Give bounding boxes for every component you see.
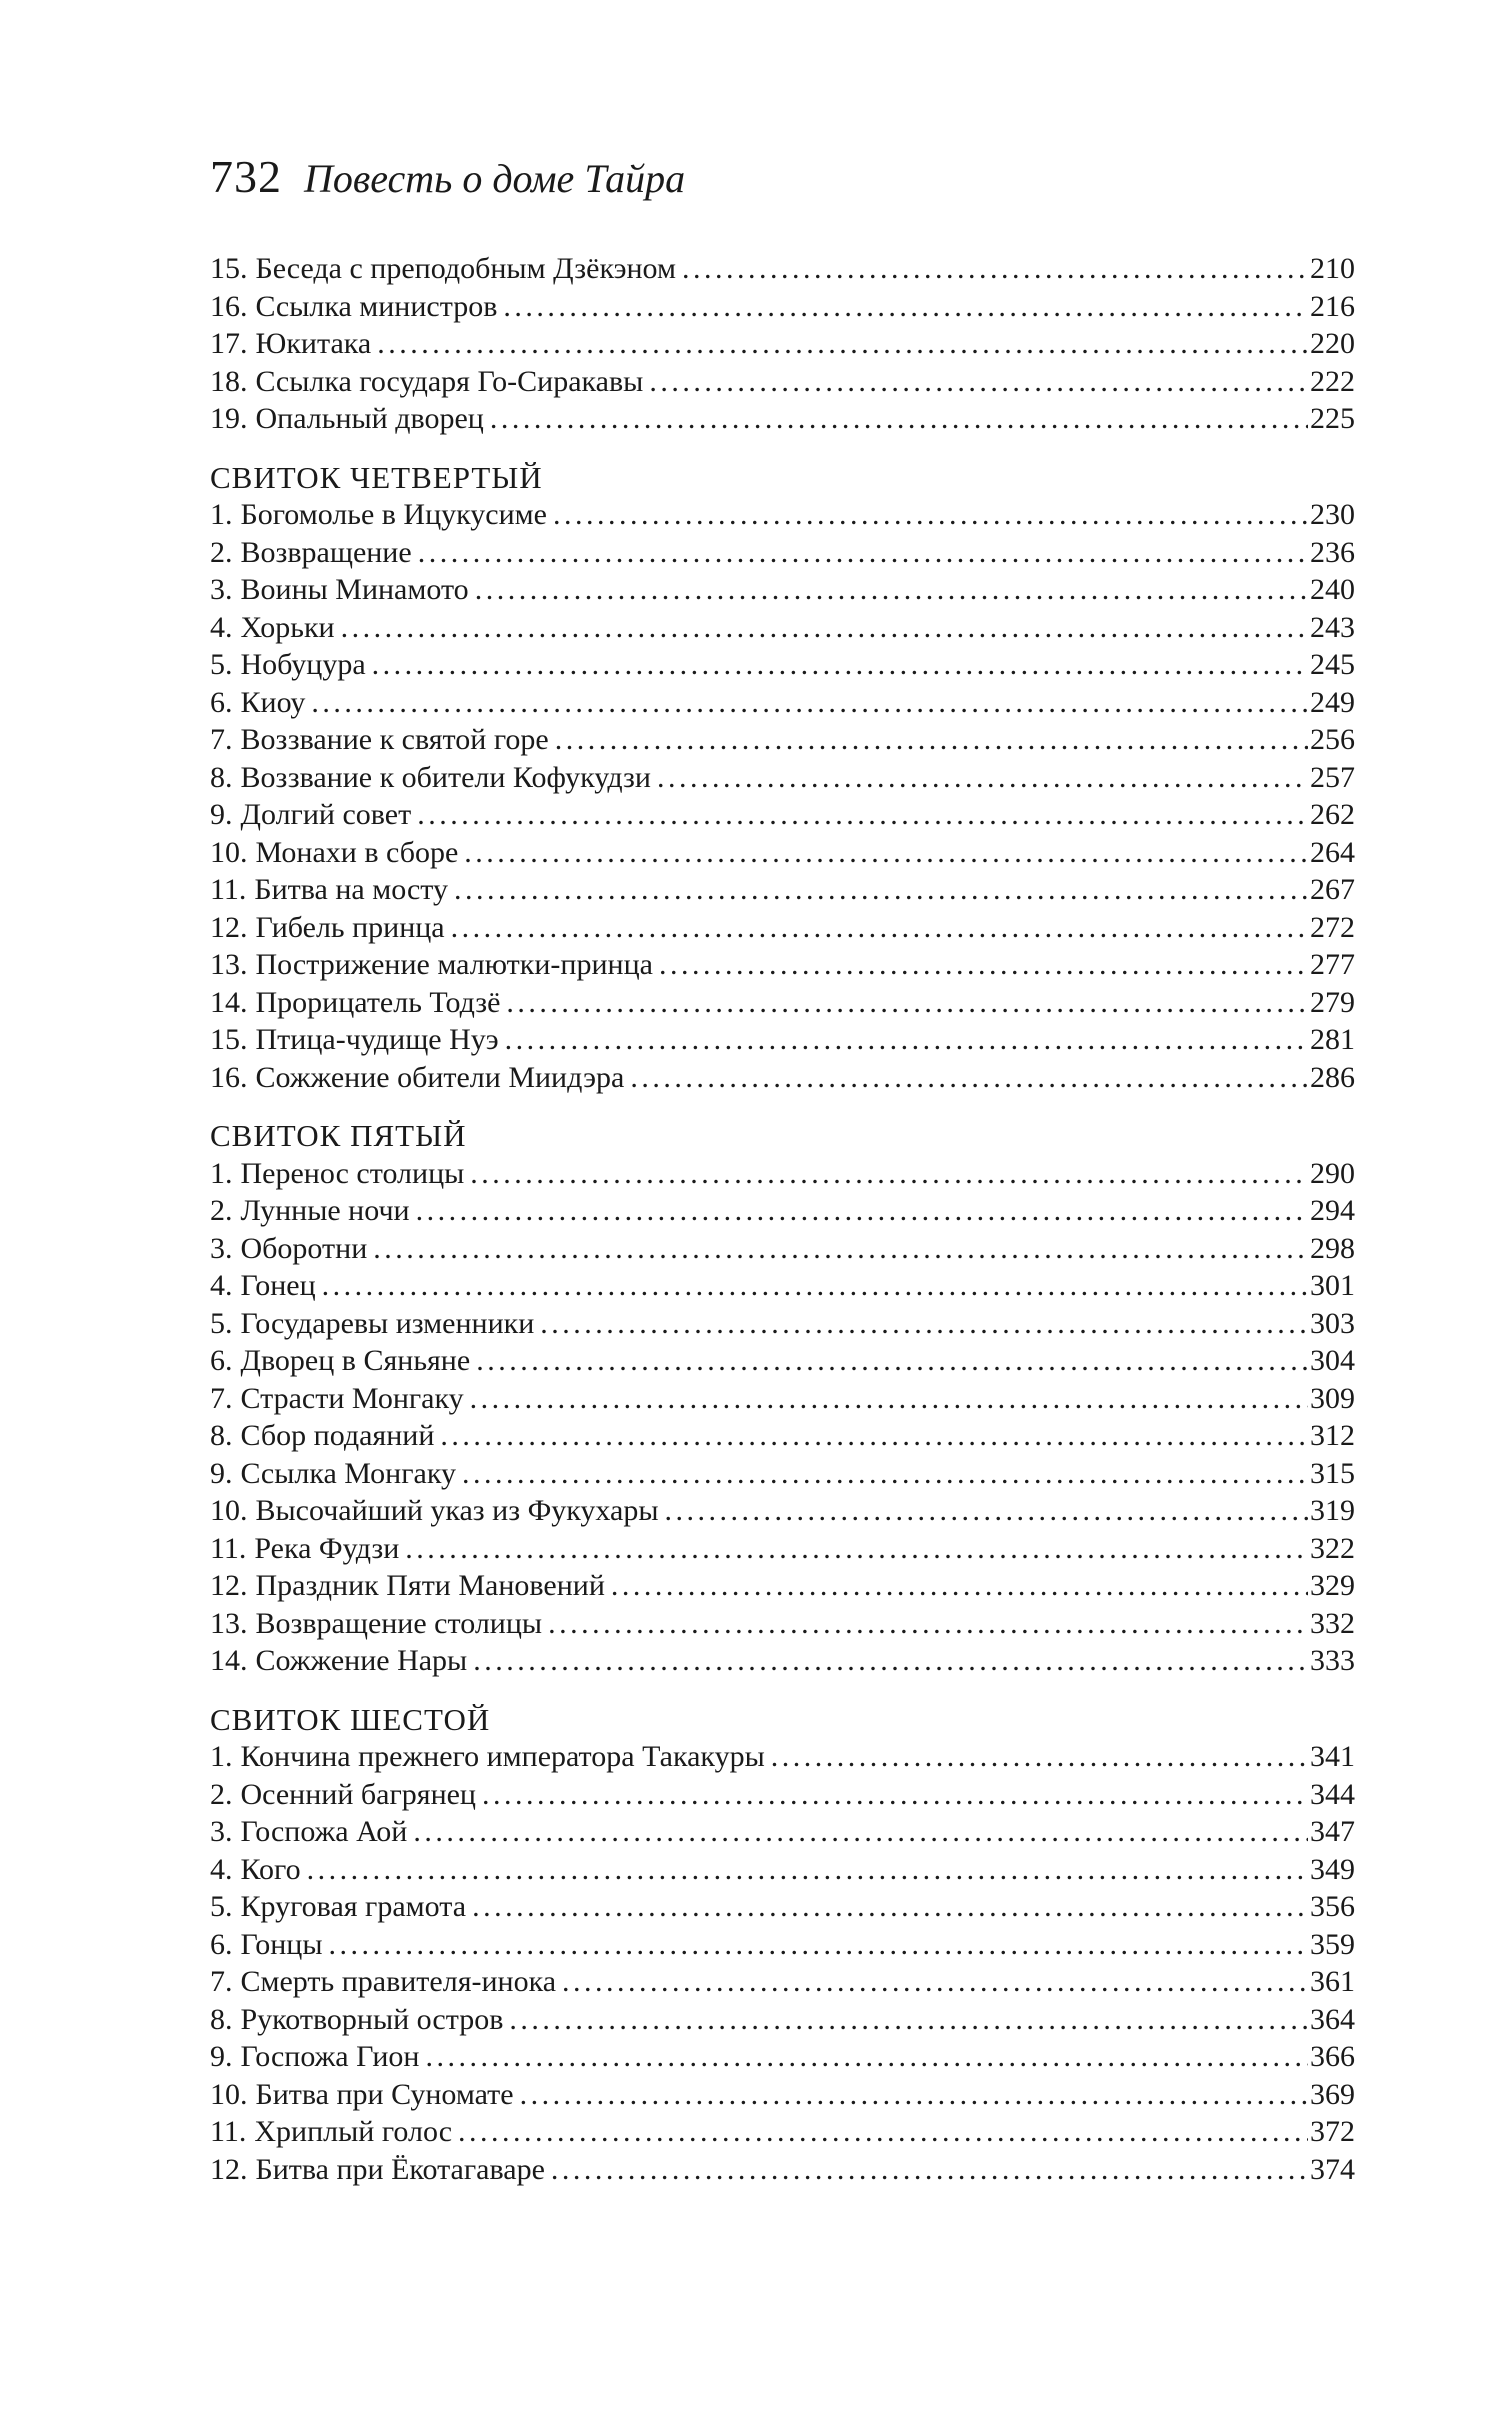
entry-page-number: 372	[1310, 2115, 1355, 2148]
entry-page-number: 322	[1310, 1531, 1355, 1565]
entry-page-number: 279	[1310, 985, 1355, 1019]
entry-number: 10.	[210, 1494, 248, 1527]
toc-entry	[210, 496, 1355, 534]
entry-page-number: 225	[1310, 402, 1355, 435]
section-heading: СВИТОК ШЕСТОЙ	[210, 1701, 491, 1737]
section-heading: СВИТОК ЧЕТВЕРТЫЙ	[210, 459, 543, 495]
entry-page-number: 245	[1310, 648, 1355, 681]
toc-entry	[210, 1305, 1355, 1343]
dot-leader	[630, 1059, 1308, 1097]
entry-number: 7.	[210, 723, 233, 756]
toc-entry	[210, 946, 1355, 984]
toc-entry	[210, 2038, 1355, 2076]
entry-page-number: 304	[1310, 1344, 1355, 1377]
entry-title: Битва при Ёкотагаваре	[255, 2152, 545, 2186]
entry-title: Сбор подаяний	[240, 1419, 435, 1452]
dot-leader	[341, 609, 1308, 647]
dot-leader	[470, 1380, 1308, 1418]
dot-leader	[659, 946, 1308, 984]
entry-number: 4.	[210, 610, 233, 644]
dot-leader	[611, 1567, 1308, 1605]
entry-page-number: 210	[1310, 252, 1355, 285]
entry-number: 12.	[210, 1569, 248, 1602]
entry-number: 8.	[210, 760, 233, 794]
entry-page-number: 262	[1310, 798, 1355, 831]
toc-entry	[210, 1776, 1355, 1814]
entry-page-number: 220	[1310, 327, 1355, 360]
dot-leader	[562, 1963, 1308, 2001]
toc-entry	[210, 1963, 1355, 2001]
entry-page-number: 369	[1310, 2077, 1355, 2111]
dot-leader	[416, 1192, 1308, 1230]
toc-entry	[210, 325, 1355, 363]
toc-entry	[210, 2113, 1355, 2151]
toc-entry	[210, 288, 1355, 326]
entry-title: Сожжение Нары	[255, 1644, 468, 1677]
entry-page-number: 257	[1310, 760, 1355, 794]
toc-entry	[210, 1926, 1355, 1964]
entry-page-number: 366	[1310, 2040, 1355, 2073]
entry-page-number: 364	[1310, 2002, 1355, 2036]
entry-title: Киоу	[240, 685, 306, 719]
toc-entry	[210, 1230, 1355, 1268]
dot-leader	[458, 2113, 1308, 2151]
entry-number: 11.	[210, 873, 247, 906]
entry-title: Кончина прежнего императора Такакуры	[240, 1740, 765, 1773]
entry-page-number: 347	[1310, 1815, 1355, 1848]
toc-entry	[210, 1021, 1355, 1059]
entry-title: Осенний багрянец	[240, 1777, 476, 1811]
entry-number: 5.	[210, 1306, 233, 1340]
table-of-contents	[210, 250, 1355, 2188]
entry-number: 3.	[210, 1815, 233, 1848]
entry-page-number: 374	[1310, 2152, 1355, 2186]
entry-title: Нобуцура	[240, 648, 366, 681]
dot-leader	[490, 400, 1308, 438]
toc-entry	[210, 1059, 1355, 1097]
entry-number: 11.	[210, 1531, 247, 1565]
entry-title: Воззвание к святой горе	[240, 723, 549, 756]
entry-number: 2.	[210, 1194, 233, 1227]
entry-number: 14.	[210, 985, 248, 1019]
entry-number: 2.	[210, 535, 233, 569]
entry-title: Воззвание к обители Кофукудзи	[240, 760, 651, 794]
entry-number: 15.	[210, 252, 248, 285]
entry-page-number: 344	[1310, 1777, 1355, 1811]
toc-entry	[210, 721, 1355, 759]
dot-leader	[418, 534, 1308, 572]
entry-title: Смерть правителя-инока	[240, 1965, 557, 1998]
entry-title: Перенос столицы	[240, 1156, 465, 1190]
toc-entry	[210, 1192, 1355, 1230]
dot-leader	[540, 1305, 1308, 1343]
toc-entry	[210, 834, 1355, 872]
entry-page-number: 309	[1310, 1381, 1355, 1415]
dot-leader	[405, 1530, 1308, 1568]
entry-number: 1.	[210, 1156, 233, 1190]
entry-title: Птица-чудище Нуэ	[255, 1023, 499, 1056]
entry-page-number: 361	[1310, 1965, 1355, 1998]
entry-page-number: 349	[1310, 1852, 1355, 1886]
entry-number: 12.	[210, 910, 248, 944]
entry-title: Долгий совет	[240, 798, 412, 831]
toc-section	[210, 1701, 1355, 2189]
dot-leader	[425, 2038, 1308, 2076]
dot-leader	[413, 1813, 1308, 1851]
dot-leader	[307, 1851, 1308, 1889]
toc-entry	[210, 1642, 1355, 1680]
toc-entry	[210, 1530, 1355, 1568]
entry-title: Сожжение обители Миидэра	[255, 1060, 625, 1094]
toc-entry	[210, 1888, 1355, 1926]
entry-number: 16.	[210, 1060, 248, 1094]
dot-leader	[509, 2001, 1308, 2039]
dot-leader	[503, 288, 1308, 326]
entry-title: Гонцы	[240, 1927, 323, 1961]
dot-leader	[771, 1738, 1308, 1776]
entry-title: Ссылка министров	[255, 289, 498, 323]
entry-page-number: 286	[1310, 1060, 1355, 1094]
entry-page-number: 243	[1310, 610, 1355, 644]
entry-number: 10.	[210, 835, 248, 869]
toc-entry	[210, 1567, 1355, 1605]
toc-entry	[210, 1380, 1355, 1418]
entry-title: Прорицатель Тодзё	[255, 985, 501, 1019]
entry-title: Высочайший указ из Фукухары	[255, 1494, 659, 1527]
dot-leader	[473, 1642, 1308, 1680]
entry-page-number: 272	[1310, 910, 1355, 944]
entry-number: 15.	[210, 1023, 248, 1056]
dot-leader	[520, 2076, 1308, 2114]
entry-page-number: 264	[1310, 835, 1355, 869]
toc-entry	[210, 2151, 1355, 2189]
dot-leader	[555, 721, 1308, 759]
entry-number: 11.	[210, 2115, 247, 2148]
dot-leader	[548, 1605, 1308, 1643]
entry-title: Праздник Пяти Мановений	[255, 1569, 605, 1602]
entry-title: Битва на мосту	[254, 873, 448, 906]
dot-leader	[649, 363, 1308, 401]
dot-leader	[476, 1342, 1308, 1380]
dot-leader	[482, 1776, 1308, 1814]
dot-leader	[470, 1155, 1308, 1193]
entry-page-number: 281	[1310, 1023, 1355, 1056]
entry-page-number: 319	[1310, 1494, 1355, 1527]
toc-entry	[210, 1813, 1355, 1851]
toc-entry	[210, 909, 1355, 947]
dot-leader	[454, 871, 1308, 909]
toc-entry	[210, 1267, 1355, 1305]
toc-entry	[210, 759, 1355, 797]
dot-leader	[472, 1888, 1308, 1926]
entry-title: Лунные ночи	[240, 1194, 410, 1227]
entry-title: Юкитака	[255, 327, 372, 360]
entry-title: Богомолье в Ицукусиме	[240, 498, 547, 531]
entry-page-number: 359	[1310, 1927, 1355, 1961]
entry-title: Хорьки	[240, 610, 335, 644]
entry-title: Монахи в сборе	[255, 835, 459, 869]
entry-page-number: 312	[1310, 1419, 1355, 1452]
entry-number: 12.	[210, 2152, 248, 2186]
dot-leader	[464, 834, 1308, 872]
entry-number: 9.	[210, 2040, 233, 2073]
dot-leader	[665, 1492, 1309, 1530]
entry-title: Гибель принца	[255, 910, 445, 944]
entry-title: Пострижение малютки-принца	[255, 948, 653, 981]
toc-entry	[210, 363, 1355, 401]
toc-entry	[210, 684, 1355, 722]
dot-leader	[322, 1267, 1308, 1305]
entry-page-number: 249	[1310, 685, 1355, 719]
dot-leader	[506, 984, 1308, 1022]
entry-page-number: 332	[1310, 1606, 1355, 1640]
entry-title: Возвращение столицы	[255, 1606, 543, 1640]
entry-page-number: 329	[1310, 1569, 1355, 1602]
toc-entry	[210, 1342, 1355, 1380]
entry-number: 8.	[210, 1419, 233, 1452]
toc-entry	[210, 250, 1355, 288]
book-title: Повесть о доме Тайра	[304, 156, 686, 201]
entry-title: Возвращение	[240, 535, 412, 569]
entry-page-number: 277	[1310, 948, 1355, 981]
entry-title: Рукотворный остров	[240, 2002, 504, 2036]
toc-entry	[210, 871, 1355, 909]
toc-section	[210, 1117, 1355, 1680]
dot-leader	[311, 684, 1308, 722]
entry-number: 1.	[210, 498, 233, 531]
entry-number: 16.	[210, 289, 248, 323]
toc-entry	[210, 400, 1355, 438]
toc-entry	[210, 1605, 1355, 1643]
entry-number: 6.	[210, 685, 233, 719]
entry-page-number: 356	[1310, 1890, 1355, 1923]
entry-number: 9.	[210, 798, 233, 831]
dot-leader	[657, 759, 1308, 797]
entry-number: 2.	[210, 1777, 233, 1811]
entry-number: 19.	[210, 402, 248, 435]
entry-page-number: 341	[1310, 1740, 1355, 1773]
entry-page-number: 222	[1310, 364, 1355, 398]
entry-title: Госпожа Гион	[240, 2040, 420, 2073]
entry-number: 9.	[210, 1456, 233, 1490]
toc-entry	[210, 984, 1355, 1022]
entry-number: 7.	[210, 1381, 233, 1415]
entry-page-number: 301	[1310, 1269, 1355, 1302]
entry-page-number: 216	[1310, 289, 1355, 323]
toc-entry	[210, 534, 1355, 572]
entry-page-number: 315	[1310, 1456, 1355, 1490]
entry-title: Государевы изменники	[240, 1306, 535, 1340]
toc-entry	[210, 1492, 1355, 1530]
dot-leader	[462, 1455, 1308, 1493]
section-heading: СВИТОК ПЯТЫЙ	[210, 1118, 467, 1153]
entry-number: 5.	[210, 648, 233, 681]
entry-page-number: 333	[1310, 1644, 1355, 1677]
entry-title: Страсти Монгаку	[240, 1381, 464, 1415]
toc-entry	[210, 2001, 1355, 2039]
entry-page-number: 267	[1310, 873, 1355, 906]
dot-leader	[328, 1926, 1308, 1964]
dot-leader	[551, 2151, 1308, 2189]
dot-leader	[440, 1417, 1308, 1455]
entry-number: 17.	[210, 327, 248, 360]
toc-section	[210, 250, 1355, 438]
entry-title: Опальный дворец	[255, 402, 484, 435]
entry-number: 13.	[210, 948, 248, 981]
dot-leader	[451, 909, 1308, 947]
toc-entry	[210, 571, 1355, 609]
entry-title: Ссылка Монгаку	[240, 1456, 457, 1490]
entry-page-number: 256	[1310, 723, 1355, 756]
entry-number: 13.	[210, 1606, 248, 1640]
entry-title: Воины Минамото	[240, 573, 469, 606]
dot-leader	[377, 325, 1308, 363]
entry-number: 8.	[210, 2002, 233, 2036]
dot-leader	[372, 646, 1308, 684]
entry-title: Река Фудзи	[254, 1531, 400, 1565]
entry-number: 10.	[210, 2077, 248, 2111]
entry-number: 4.	[210, 1269, 233, 1302]
entry-title: Госпожа Аой	[240, 1815, 408, 1848]
toc-section	[210, 459, 1355, 1097]
entry-title: Гонец	[240, 1269, 316, 1302]
toc-entry	[210, 1455, 1355, 1493]
entry-title: Кого	[240, 1852, 301, 1886]
entry-number: 3.	[210, 1231, 233, 1265]
entry-number: 5.	[210, 1890, 233, 1923]
entry-page-number: 290	[1310, 1156, 1355, 1190]
toc-entry	[210, 1417, 1355, 1455]
dot-leader	[373, 1230, 1308, 1268]
entry-page-number: 294	[1310, 1194, 1355, 1227]
dot-leader	[682, 250, 1308, 288]
entry-title: Оборотни	[240, 1231, 368, 1265]
entry-number: 4.	[210, 1852, 233, 1886]
toc-entry	[210, 2076, 1355, 2114]
entry-title: Хриплый голос	[254, 2115, 453, 2148]
entry-page-number: 303	[1310, 1306, 1355, 1340]
running-head	[210, 150, 685, 203]
entry-number: 14.	[210, 1644, 248, 1677]
entry-title: Круговая грамота	[240, 1890, 467, 1923]
entry-title: Беседа с преподобным Дзёкэном	[255, 252, 676, 285]
toc-entry	[210, 1155, 1355, 1193]
toc-entry	[210, 1851, 1355, 1889]
dot-leader	[553, 496, 1308, 534]
entry-number: 18.	[210, 364, 248, 398]
entry-number: 6.	[210, 1927, 233, 1961]
entry-page-number: 298	[1310, 1231, 1355, 1265]
entry-number: 1.	[210, 1740, 233, 1773]
toc-entry	[210, 1738, 1355, 1776]
entry-number: 7.	[210, 1965, 233, 1998]
toc-entry	[210, 609, 1355, 647]
entry-page-number: 236	[1310, 535, 1355, 569]
entry-title: Ссылка государя Го-Сиракавы	[255, 364, 644, 398]
entry-page-number: 230	[1310, 498, 1355, 531]
entry-title: Дворец в Сяньяне	[240, 1344, 471, 1377]
entry-number: 3.	[210, 573, 233, 606]
entry-page-number: 240	[1310, 573, 1355, 606]
dot-leader	[475, 571, 1308, 609]
dot-leader	[505, 1021, 1308, 1059]
entry-title: Битва при Суномате	[255, 2077, 514, 2111]
entry-number: 6.	[210, 1344, 233, 1377]
toc-entry	[210, 646, 1355, 684]
dot-leader	[417, 796, 1308, 834]
page-number: 732	[210, 151, 282, 202]
toc-entry	[210, 796, 1355, 834]
